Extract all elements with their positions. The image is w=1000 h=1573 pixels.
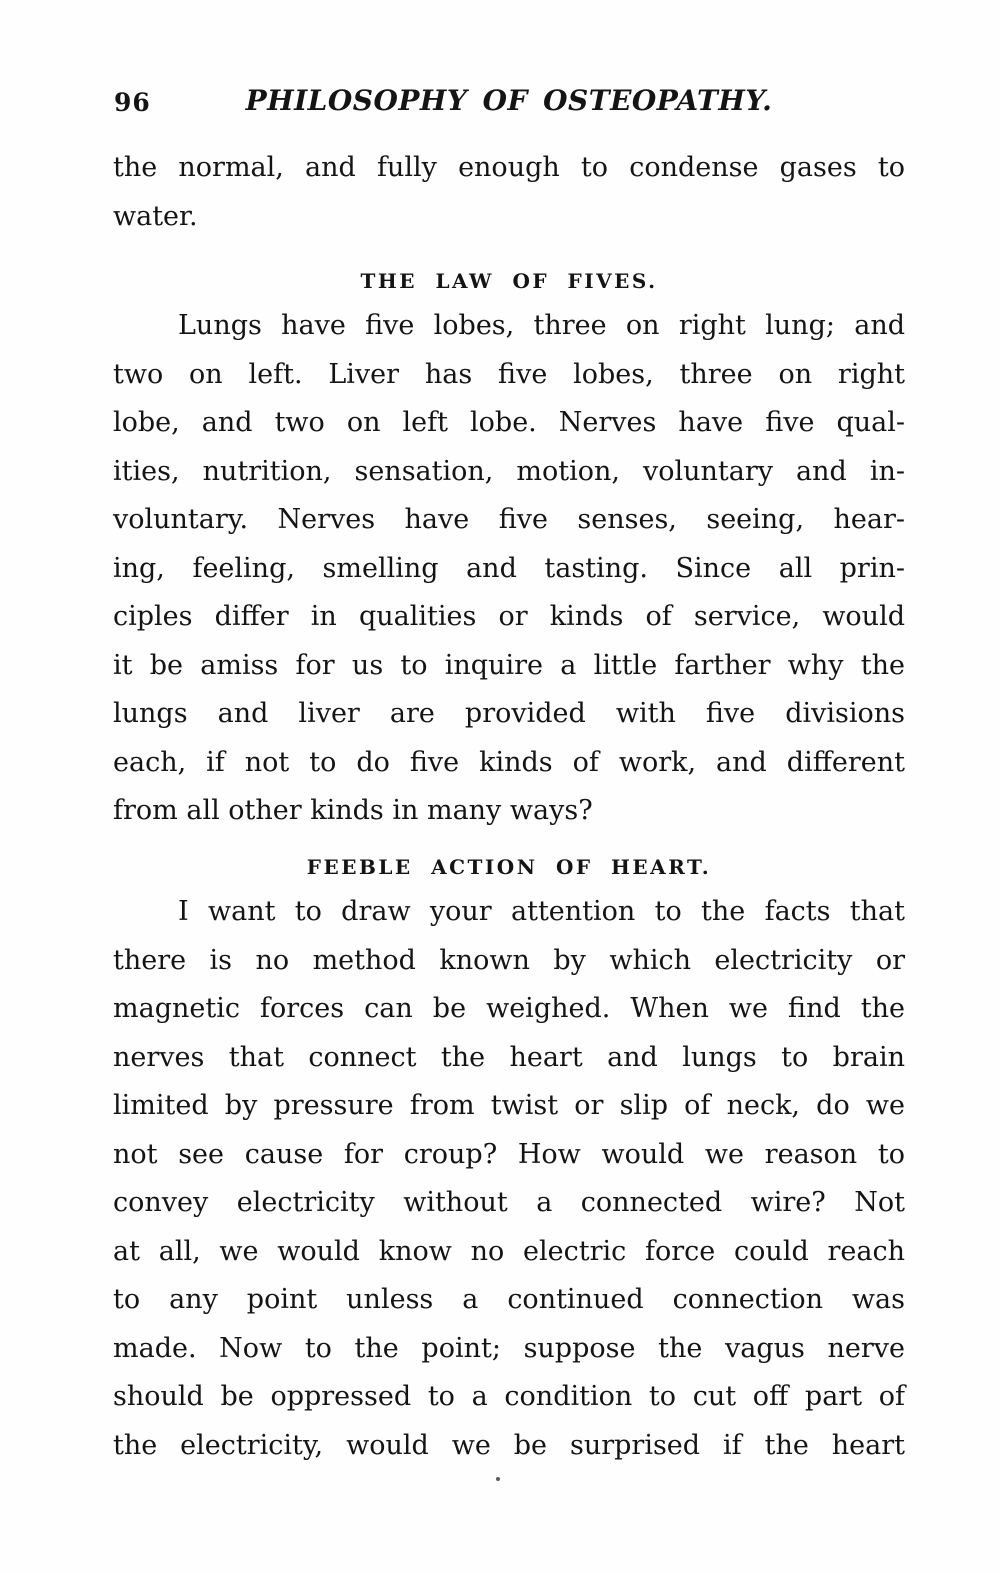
- text-line: Lungs have five lobes, three on right lung; and: [178, 310, 905, 341]
- running-title: PHILOSOPHY OF OSTEOPATHY.: [245, 84, 773, 117]
- text-line: to any point unless a continued connection was: [113, 1284, 905, 1315]
- text-line: I want to draw your attention to the facts that: [178, 896, 905, 927]
- text-line: at all, we would know no electric force could reach: [113, 1235, 905, 1267]
- text-line: there is no method known by which electricity or: [113, 944, 905, 976]
- text-line: lobe, and two on left lobe. Nerves have five qual-: [113, 407, 905, 438]
- text-line: water.: [113, 200, 198, 232]
- text-line: from all other kinds in many ways?: [113, 795, 593, 826]
- section-heading-law-of-fives: THE LAW OF FIVES.: [360, 269, 658, 293]
- page-number: 96: [114, 88, 151, 117]
- text-line: magnetic forces can be weighed. When we find the: [113, 993, 905, 1024]
- text-line: the electricity, would we be surprised if the heart: [113, 1429, 905, 1461]
- text-line: not see cause for croup? How would we reason to: [113, 1138, 905, 1170]
- text-line: lungs and liver are provided with five divisions: [113, 698, 905, 729]
- text-line: two on left. Liver has five lobes, three on right: [113, 358, 905, 390]
- text-line: limited by pressure from twist or slip of neck, do we: [113, 1090, 905, 1121]
- law-of-fives-paragraph: [113, 302, 905, 836]
- text-line: ities, nutrition, sensation, motion, voluntary and in-: [113, 455, 905, 487]
- text-line: convey electricity without a connected wire? Not: [113, 1187, 905, 1218]
- page-header: [113, 84, 905, 118]
- text-line: made. Now to the point; suppose the vagus nerve: [113, 1332, 905, 1364]
- scan-artifact-dot: [496, 1477, 500, 1481]
- text-line: nerves that connect the heart and lungs to brain: [113, 1041, 905, 1073]
- text-line: should be oppressed to a condition to cut off part of: [113, 1381, 905, 1412]
- section-heading-feeble-action: FEEBLE ACTION OF HEART.: [306, 855, 712, 879]
- text-line: ing, feeling, smelling and tasting. Since all prin-: [113, 552, 905, 584]
- text-line: ciples differ in qualities or kinds of service, would: [113, 601, 905, 632]
- intro-paragraph: [113, 144, 905, 241]
- text-line: it be amiss for us to inquire a little farther why the: [113, 649, 905, 681]
- text-line: each, if not to do five kinds of work, and different: [113, 746, 905, 778]
- feeble-action-paragraph: [113, 888, 905, 1470]
- text-line: the normal, and fully enough to condense gases to: [113, 152, 905, 183]
- text-line: voluntary. Nerves have five senses, seeing, hear-: [113, 504, 905, 535]
